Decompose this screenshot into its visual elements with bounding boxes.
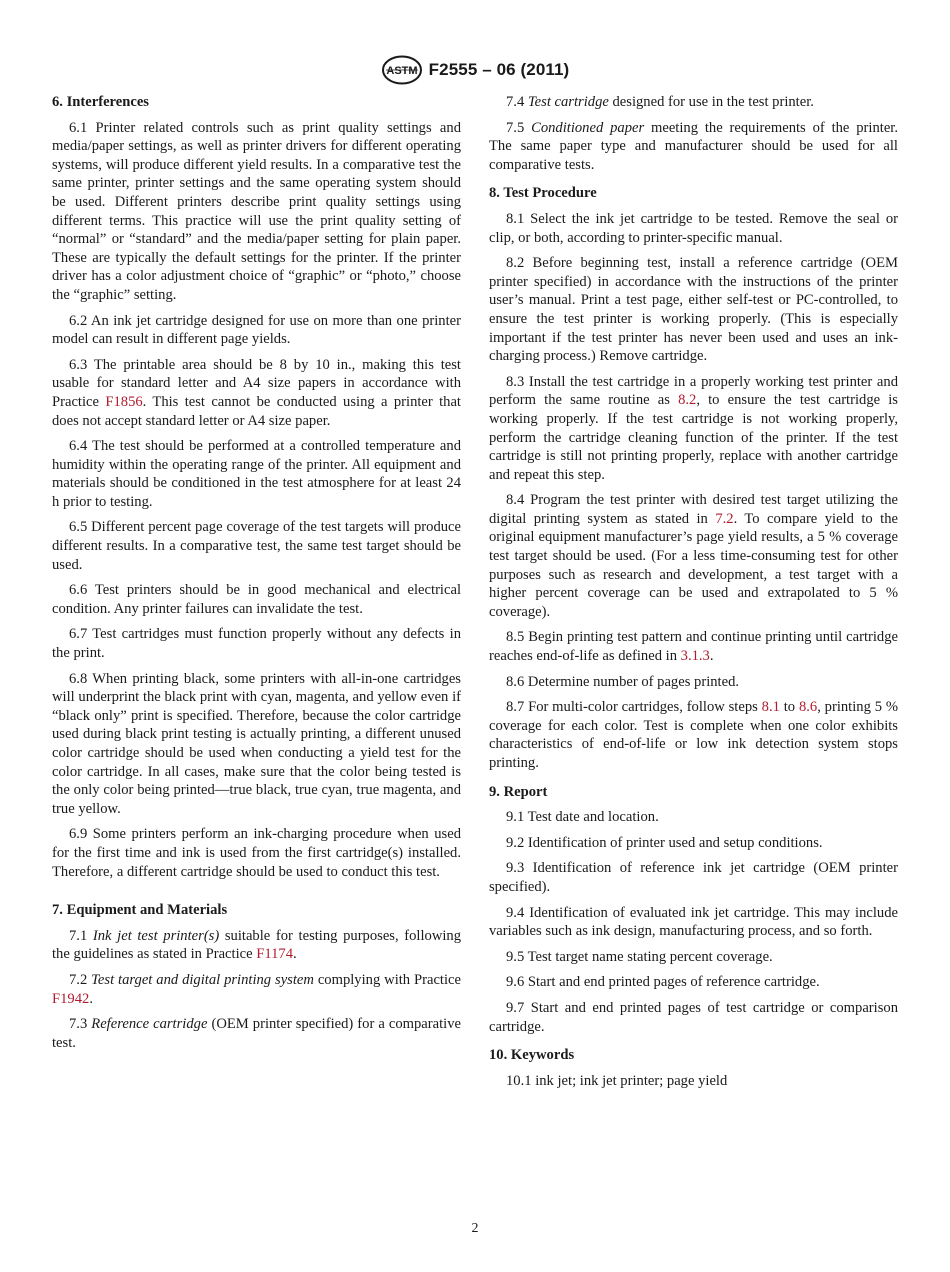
reference-link-f1174[interactable]: F1174	[256, 946, 294, 963]
paragraph-9-3: 9.3 Identification of reference ink jet cartridge (OEM printer specified).	[489, 860, 898, 895]
paragraph-7-5: 7.5 Conditioned paper meeting the requirements of the printer. The same paper type and manufacturer should be used for all comparative tests.	[489, 119, 899, 173]
paragraph-9-7: 9.7 Start and end printed pages of test cartridge or comparison cartridge.	[489, 999, 898, 1035]
svg-text:ASTM: ASTM	[386, 65, 418, 77]
paragraph-9-1: 9.1 Test date and location.	[506, 809, 659, 826]
section-9-heading: 9. Report	[489, 783, 548, 800]
paragraph-8-3: 8.3 Install the test cartridge in a properly working test printer and perform the same routine as 8.2, to ensure the test cartridge is working properly. If the test cartridge is not working properly, perform the cartridge cleaning function of the printer. If the test cartridge is still not printing properly, replace with another cartridge and repeat this step.	[489, 373, 898, 483]
left-column	[52, 93, 461, 1052]
right-column	[489, 93, 898, 1090]
paragraph-8-7: 8.7 For multi-color cartridges, follow steps 8.1 to 8.6, printing 5 % coverage for each color. Test is complete when one color exhibits characteristics of end-of-life or low ink detection system stops printing.	[489, 699, 899, 771]
reference-link-f1856[interactable]: F1856	[105, 393, 143, 410]
page-number: 2	[471, 1221, 479, 1236]
paragraph-7-2: 7.2 Test target and digital printing system complying with Practice F1942.	[52, 971, 461, 1007]
paragraph-7-1: 7.1 Ink jet test printer(s) suitable for testing purposes, following the guidelines as stated in Practice F1174.	[52, 927, 462, 963]
paragraph-9-6: 9.6 Start and end printed pages of reference cartridge.	[506, 974, 820, 991]
reference-link-8-2[interactable]: 8.2	[678, 392, 697, 409]
paragraph-9-2: 9.2 Identification of printer used and setup conditions.	[506, 834, 823, 851]
paragraph-7-3: 7.3 Reference cartridge (OEM printer specified) for a comparative test.	[52, 1016, 461, 1051]
paragraph-6-4: 6.4 The test should be performed at a controlled temperature and humidity within the operating range of the printer. All equipment and materials should be conditioned in the test atmosphere for at least 24 h prior to testing.	[52, 438, 461, 510]
reference-link-7-2[interactable]: 7.2	[715, 510, 734, 527]
paragraph-8-5: 8.5 Begin printing test pattern and continue printing until cartridge reaches end-of-life as defined in 3.1.3.	[489, 629, 898, 665]
paragraph-6-7: 6.7 Test cartridges must function properly without any defects in the print.	[52, 626, 461, 662]
paragraph-6-8: 6.8 When printing black, some printers with all-in-one cartridges will underprint the black print with cyan, magenta, and yellow even if “black only” print is specified. Therefore, because the color cartridge used during black print testing is actually printing, a different unused color cartridge should be used when conducting a yield test for the color cartridge. In all cases, make sure that the color being tested is the only color being printed—true black, true cyan, true magenta, and true yellow.	[52, 670, 461, 817]
reference-link-3-1-3[interactable]: 3.1.3	[680, 648, 710, 665]
paragraph-8-2: 8.2 Before beginning test, install a reference cartridge (OEM printer specified) in accordance with the instructions of the printer user’s manual. Print a test page, either self-test or PC-controlled, to ensure the test printer is working properly. (This is especially important if the test printer has never been used and uses an ink-charging process.) Remove cartridge.	[489, 255, 898, 365]
section-8-heading: 8. Test Procedure	[489, 185, 597, 202]
paragraph-6-1: 6.1 Printer related controls such as print quality settings and media/paper settings, as well as printer drivers for different operating systems, will produce different yield results. In a comparative test the same printer, printer settings and the same operating system should be used. Different printers describe print quality settings using different terms. This practice will use the print quality setting of “normal” or “standard” and the media/paper setting for plain paper. These are typically the default settings for the printer. If the printer driver has a color adjustment choice of “graphic” or “photo,” choose the “graphic” setting.	[52, 119, 461, 303]
paragraph-9-4: 9.4 Identification of evaluated ink jet cartridge. This may include variables such as ink design, manufacturing process, and so forth.	[489, 904, 898, 940]
astm-logo-icon	[381, 55, 423, 85]
paragraph-8-4: 8.4 Program the test printer with desired test target utilizing the digital printing system as stated in 7.2. To compare yield to the original equipment manufacturer’s page yield results, a 5 % coverage test target should be used. (For a less time-consuming test for other purposes such as research and development, a test target with a higher percent coverage can be used and extrapolated to 5 % coverage).	[489, 492, 898, 620]
paragraph-6-5: 6.5 Different percent page coverage of the test targets will produce different results. In a comparative test, the same test target should be used.	[52, 519, 461, 573]
reference-link-8-6[interactable]: 8.6	[798, 699, 818, 716]
paragraph-8-1: 8.1 Select the ink jet cartridge to be tested. Remove the seal or clip, or both, according to printer-specific manual.	[489, 210, 898, 246]
paragraph-6-3: 6.3 The printable area should be 8 by 10 in., making this test usable for standard letter and A4 size papers in accordance with Practice F1856. This test cannot be conducted using a printer that does not accept standard letter or A4 size paper.	[52, 356, 461, 429]
document-designation: F2555 – 06 (2011)	[428, 60, 570, 79]
paragraph-10-1: 10.1 ink jet; ink jet printer; page yield	[506, 1072, 728, 1089]
section-10-heading: 10. Keywords	[489, 1047, 575, 1064]
paragraph-6-6: 6.6 Test printers should be in good mechanical and electrical condition. Any printer failures can invalidate the test.	[52, 582, 461, 617]
paragraph-6-2: 6.2 An ink jet cartridge designed for use on more than one printer model can result in different page yields.	[52, 312, 461, 348]
section-6-heading: 6. Interferences	[52, 94, 149, 110]
paragraph-8-6: 8.6 Determine number of pages printed.	[506, 673, 740, 690]
page-header	[0, 56, 950, 84]
paragraph-7-4: 7.4 Test cartridge designed for use in the test printer.	[506, 94, 814, 110]
reference-link-f1942[interactable]: F1942	[52, 990, 90, 1007]
paragraph-6-9: 6.9 Some printers perform an ink-charging procedure when used for the first time and ink is used from the first cartridge(s) installed. Therefore, a different cartridge should be used to conduct this test.	[52, 826, 461, 880]
reference-link-8-1[interactable]: 8.1	[761, 699, 780, 716]
paragraph-9-5: 9.5 Test target name stating percent coverage.	[506, 948, 773, 965]
section-7-heading: 7. Equipment and Materials	[52, 902, 228, 919]
